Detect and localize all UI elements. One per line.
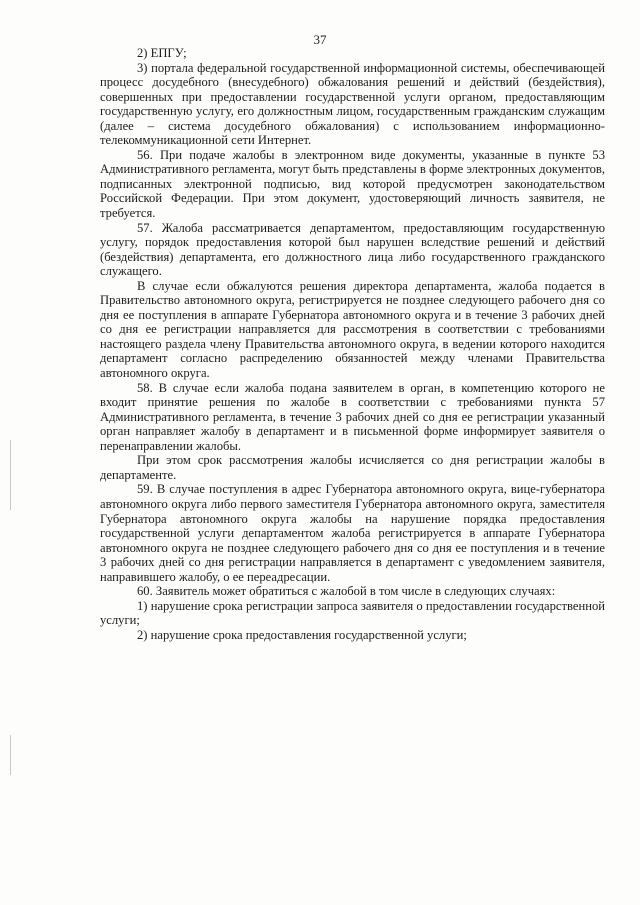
paragraph-56: 56. При подаче жалобы в электронном виде документы, указанные в пункте 53 Административного регламента, могут быть представлены в форме электронных документов, подписанных электронной подписью, вид которой предусмотрен законодательством Российской Федерации. При этом документ, удостоверяющий личность заявителя, не требуется. xyxy=(100,147,605,221)
paragraph-58-term: При этом срок рассмотрения жалобы исчисляется со дня регистрации жалобы в департаменте. xyxy=(100,453,605,482)
paragraph-59: 59. В случае поступления в адрес Губернатора автономного округа, вице-губернатора автономного округа либо первого заместителя Губернатора автономного округа, заместителя Губернатора автономного округа жалобы на нарушение порядка предоставления государственной услуги департаментом жалоба регистрируется в аппарате Губернатора автономного округа не позднее следующего рабочего дня со дня ее поступления и в течение 3 рабочих дней со дня регистрации направляется в департамент с уведомлением заявителя, направившего жалобу, о ее переадресации. xyxy=(100,482,605,584)
page-number: 37 xyxy=(313,32,327,47)
paragraph-60-item-1: 1) нарушение срока регистрации запроса заявителя о предоставлении государственной услуги; xyxy=(100,598,605,628)
paragraph-58: 58. В случае если жалоба подана заявителем в орган, в компетенцию которого не входит принятие решения по жалобе в соответствии с требованиями пункта 57 Административного регламента, в течение 3 рабочих дней со дня ее регистрации указанный орган направляет жалобу в департамент и в письменной форме информирует заявителя о перенаправлении жалобы. xyxy=(100,380,605,453)
document-body xyxy=(100,46,605,642)
paragraph-epgu: 2) ЕПГУ; xyxy=(137,46,187,60)
scan-edge-mark xyxy=(10,440,11,510)
paragraph-portal: 3) портала федеральной государственной информационной системы, обеспечивающей процесс досудебного (внесудебного) обжалования решений и действий (бездействия), совершенных при предоставлении государственной услуги органом, предоставляющим государственную услугу, его должностным лицом, государственным гражданским служащим (далее – система досудебного обжалования) с использованием информационно-телекоммуникационной сети Интернет. xyxy=(100,60,605,148)
paragraph-57-director: В случае если обжалуются решения директора департамента, жалоба подается в Правительство автономного округа, регистрируется не позднее следующего рабочего дня со дня ее поступления в аппарате Губернатора автономного округа и в течение 3 рабочих дней со дня ее регистрации направляется для рассмотрения в соответствии с требованиями настоящего раздела члену Правительства автономного округа, в ведении которого находится департамент согласно распределению обязанностей между членами Правительства автономного округа. xyxy=(100,278,605,381)
paragraph-57: 57. Жалоба рассматривается департаментом, предоставляющим государственную услугу, порядок предоставления которой был нарушен вследствие решений и действий (бездействия) департамента, его должностного лица либо государственного гражданского служащего. xyxy=(100,220,605,279)
scan-edge-mark xyxy=(10,735,11,775)
paragraph-60: 60. Заявитель может обратиться с жалобой в том числе в следующих случаях: xyxy=(137,584,556,599)
paragraph-60-item-2: 2) нарушение срока предоставления государственной услуги; xyxy=(137,627,467,642)
